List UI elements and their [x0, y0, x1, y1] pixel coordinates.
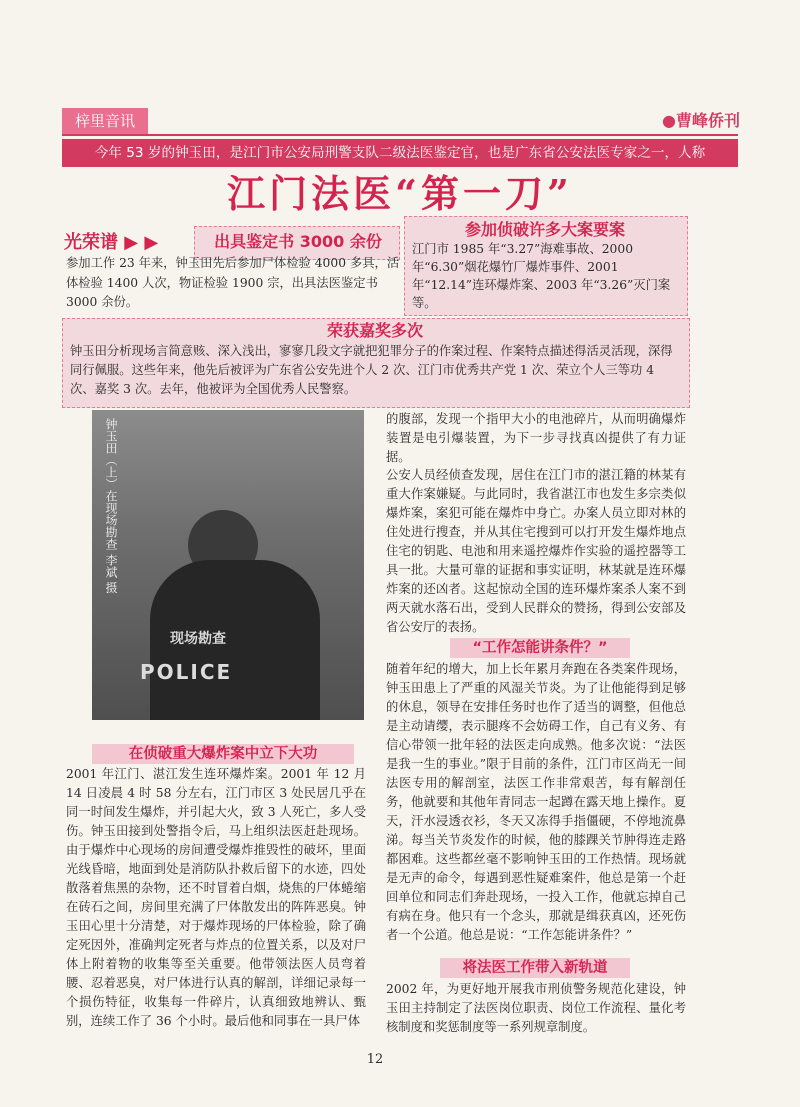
box2-text: 江门市 1985 年“3.27”海难事故、2000 年“6.30”烟花爆竹厂爆炸事件、2001 年“12.14”连环爆炸案、2003 年“3.26”灭门案等。: [412, 242, 671, 310]
section3-text: 2002 年，为更好地开展我市刑侦警务规范化建设，钟玉田主持制定了法医岗位职责、岗位工作流程、量化考核制度和奖惩制度等一系列规章制度。: [386, 982, 686, 1034]
section3-title: 将法医工作带入新轨道: [462, 960, 608, 976]
page-title: 江门法医“第一刀”: [227, 171, 573, 216]
photo-caption: 钟玉田（上）在现场勘查 李斌 摄: [104, 418, 118, 594]
box1-text: 参加工作 23 年来，钟玉田先后参加尸体检验 4000 多具，活体检验 1400 人次，物证检验 1900 宗，出具法医鉴定书 3000 余份。: [66, 256, 400, 309]
section-tag: 梓里音讯: [62, 108, 148, 134]
section1-text: 2001 年江门、湛江发生连环爆炸案。2001 年 12 月 14 日凌晨 4 时 58 分左右，江门市区 3 处民居几乎在同一时间发生爆炸，并引起大火，致 3 人死亡，多人受伤。钟玉田接到处警指令后，马上组织法医赶赴现场。由于爆炸中心现场的房间遭受爆炸推毁性的破坏，里面光线昏暗，地面到处是消防队扑救后留下的水迹，四处散落着焦黑的杂物，还不时冒着白烟，烧焦的尸体蜷缩在砖石之间，房间里充满了尸体散发出的阵阵恶臭。钟玉田心里十分清楚，对于爆炸现场的尸体检验，除了确定死因外，准确判定死者与炸点的位置关系，以及对尸体上附着物的收集等至关重要。他带领法医人员弯着腰、忍着恶臭，对尸体进行认真的解剖，详细记录每一个损伤特征，收集每一件碎片，认真细致地辨认、甄别，连续工作了 36 个小时。最后他和同事在一具尸体: [66, 767, 366, 1028]
intro-banner: 今年 53 岁的钟玉田，是江门市公安局刑警支队二级法医鉴定官，也是广东省公安法医专家之一，人称: [62, 139, 738, 167]
section1-title: 在侦破重大爆炸案中立下大功: [128, 746, 318, 762]
section2-title: “工作怎能讲条件？”: [472, 640, 608, 656]
header-rule: [62, 134, 738, 136]
publication-name: ●曹峰侨刊: [662, 111, 740, 130]
box3-title: 荣获嘉奖多次: [326, 321, 423, 340]
section2-text: 随着年纪的增大，加上长年累月奔跑在各类案件现场，钟玉田患上了严重的风湿关节炎。为了让他能得到足够的休息，领导在安排任务时也作了适当的调整，但他总是主动请缨，表示腿疼不会妨碍工作，自己有义务、有信心带领一批年轻的法医走向成熟。他多次说：“法医是我一生的事业。”限于目前的条件，江门市区尚无一间法医专用的解剖室，法医工作非常艰苦，每有解剖任务，他就要和其他年青同志一起蹲在露天地上操作。夏天，汗水浸透衣衫，冬天又冻得手指僵硬，不停地流鼻涕。每当关节炎发作的时候，他的膝踝关节肿得连走路都困难。这些都丝毫不影响钟玉田的工作热情。现场就是无声的命令，每遇到恶性疑难案件，他总是第一个赶回单位和同志们奔赴现场，一投入工作，他就忘掉自己有病在身。他只有一个念头，那就是缉获真凶，还死伤者一个公道。他总是说：“工作怎能讲条件？”: [386, 662, 686, 942]
right-col-mid-text: 公安人员经侦查发现，居住在江门市的湛江籍的林某有重大作案嫌疑。与此同时，我省湛江市也发生多宗类似爆炸案，案犯可能在爆炸中身亡。办案人员立即对林的住处进行搜查，并从其住宅搜到可以打开发生爆炸地点住宅的钥匙、电池和用来遥控爆炸作实验的遥控器等工具一批。大量可靠的证据和事实证明，林某就是连环爆炸案的还凶者。这起惊动全国的连环爆炸案杀人案不到两天就水落石出，受到人民群众的赞扬，得到公安部及省公安厅的表扬。: [386, 468, 686, 634]
box2-title: 参加侦破许多大案要案: [464, 220, 625, 239]
box1-title: 出具鉴定书 3000 余份: [214, 232, 382, 251]
glory-label: 光荣谱 ▶ ▶: [64, 232, 159, 253]
right-col-top-text: 的腹部，发现一个指甲大小的电池碎片，从而明确爆炸装置是电引爆装置，为下一步寻找真凶提供了有力证据。: [386, 412, 686, 464]
box3-text: 钟玉田分析现场言简意赅、深入浅出，寥寥几段文字就把犯罪分子的作案过程、作案特点描述得活灵活现，深得同行佩服。这些年来，他先后被评为广东省公安先进个人 2 次、江门市优秀共产党 1 次、荣立个人三等功 4 次、嘉奖 3 次。去年，他被评为全国优秀人民警察。: [70, 344, 673, 396]
vest-label: 现场勘查: [170, 631, 226, 647]
page-number: 12: [366, 1052, 384, 1067]
police-label: POLICE: [140, 660, 233, 684]
